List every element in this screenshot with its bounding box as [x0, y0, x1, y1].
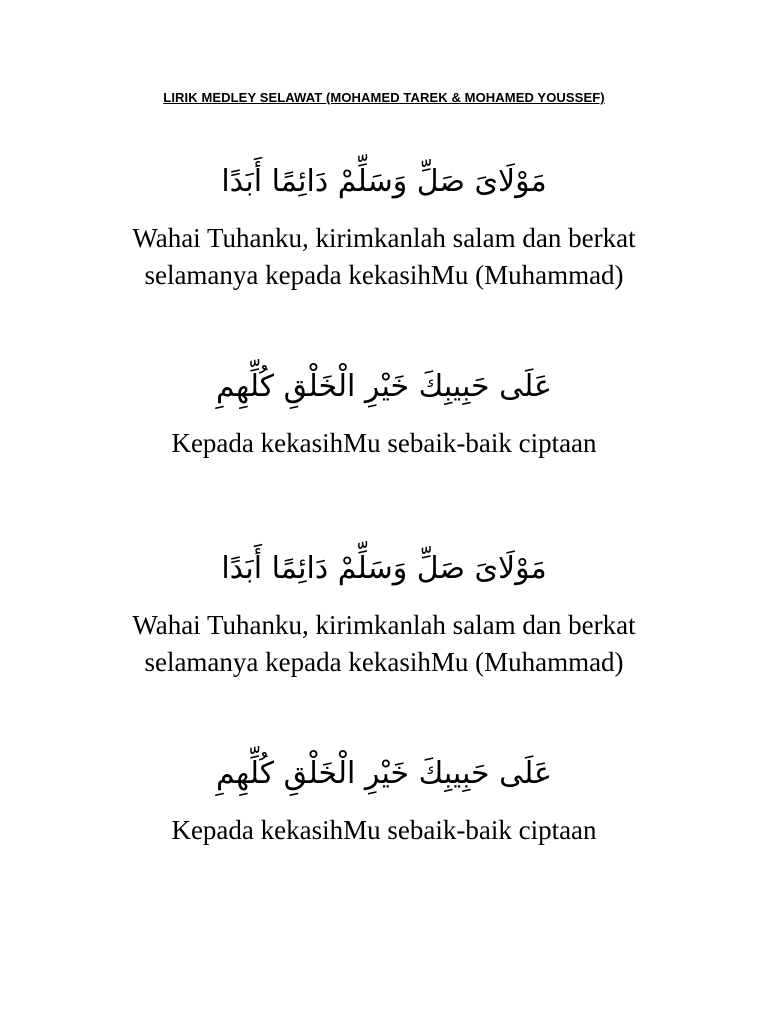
verse-translation: [0, 425, 768, 462]
verse-translation: [0, 607, 768, 681]
verse-block: [0, 547, 768, 681]
verse-translation: [0, 812, 768, 849]
arabic-verse: عَلَى حَبِيبِكَ خَيْرِ الْخَلْقِ كُلِّهِمِ: [216, 369, 552, 404]
arabic-verse: مَوْلَایَ صَلِّ وَسَلِّمْ دَائِمًا أَبَدًا: [221, 551, 547, 586]
verse-block: [0, 365, 768, 462]
translation-line: Wahai Tuhanku, kirimkanlah salam dan berkat: [132, 610, 636, 640]
arabic-verse: عَلَى حَبِيبِكَ خَيْرِ الْخَلْقِ كُلِّهِمِ: [216, 756, 552, 791]
arabic-verse: مَوْلَایَ صَلِّ وَسَلِّمْ دَائِمًا أَبَدًا: [221, 164, 547, 199]
translation-line: selamanya kepada kekasihMu (Muhammad): [144, 647, 624, 677]
translation-line: Kepada kekasihMu sebaik-baik ciptaan: [171, 815, 597, 845]
translation-line: selamanya kepada kekasihMu (Muhammad): [144, 260, 624, 290]
verse-translation: [0, 220, 768, 294]
translation-line: Wahai Tuhanku, kirimkanlah salam dan berkat: [132, 223, 636, 253]
document-title: LIRIK MEDLEY SELAWAT (MOHAMED TAREK & MOHAMED YOUSSEF): [163, 90, 605, 105]
verse-block: [0, 752, 768, 849]
translation-line: Kepada kekasihMu sebaik-baik ciptaan: [171, 428, 597, 458]
verse-block: [0, 160, 768, 294]
